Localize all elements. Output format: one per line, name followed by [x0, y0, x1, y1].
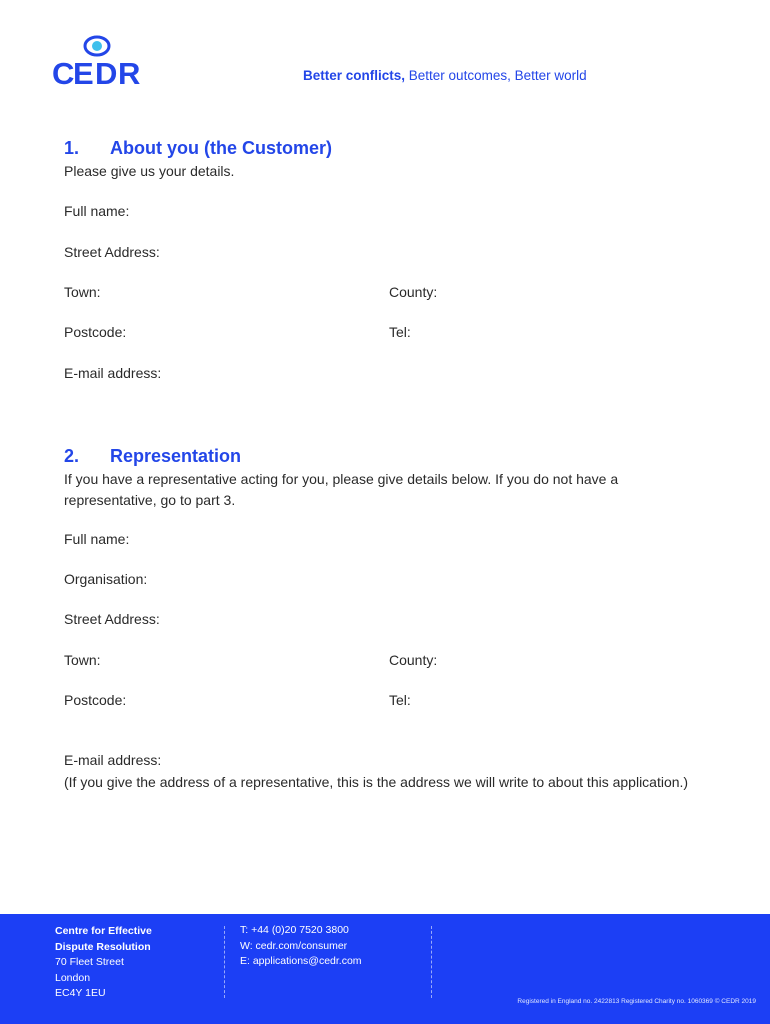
- section2-intro: If you have a representative acting for you, please give details below. If you do not have a representative, go to part 3.: [64, 471, 619, 508]
- footer-contact: [240, 923, 362, 970]
- rep-county-label: County:: [389, 652, 438, 668]
- rep-town-label: Town:: [64, 652, 101, 668]
- svg-text:C: C: [52, 56, 75, 90]
- customer-postcode-label: Postcode:: [64, 324, 127, 340]
- cedr-logo: [52, 34, 148, 90]
- rep-postcode-label: Postcode:: [64, 692, 127, 708]
- customer-email-label: E-mail address:: [64, 365, 162, 381]
- footer-divider-2: [431, 926, 432, 998]
- footer-address-city: London: [55, 971, 91, 984]
- section1-intro: Please give us your details.: [64, 163, 235, 179]
- rep-street-address-label: Street Address:: [64, 611, 160, 627]
- footer-divider-1: [224, 926, 225, 998]
- svg-text:R: R: [118, 56, 141, 90]
- rep-full-name-label: Full name:: [64, 531, 130, 547]
- section2-number: 2.: [64, 446, 80, 466]
- footer-org-line2: Dispute Resolution: [55, 940, 151, 953]
- tagline: [303, 68, 587, 83]
- customer-street-address-label: Street Address:: [64, 244, 160, 260]
- footer-address-street: 70 Fleet Street: [55, 956, 124, 968]
- footer-email-link[interactable]: E: applications@cedr.com: [240, 955, 362, 967]
- section1-title: About you (the Customer): [110, 138, 332, 158]
- tagline-part-2: Better outcomes,: [405, 68, 511, 83]
- rep-email-label: E-mail address:: [64, 752, 162, 768]
- customer-full-name-label: Full name:: [64, 203, 130, 219]
- footer-registration: Registered in England no. 2422813 Registered Charity no. 1060369 © CEDR 2019: [517, 998, 756, 1005]
- rep-tel-label: Tel:: [389, 692, 411, 708]
- rep-address-note: (If you give the address of a representative, this is the address we will write to about this application.): [64, 774, 689, 790]
- footer-address-postcode: EC4Y 1EU: [55, 987, 106, 999]
- section1-number: 1.: [64, 138, 80, 158]
- footer-phone[interactable]: T: +44 (0)20 7520 3800: [240, 924, 349, 936]
- tagline-part-1: Better conflicts,: [303, 68, 406, 83]
- section2-title: Representation: [110, 446, 242, 466]
- customer-county-label: County:: [389, 284, 438, 300]
- svg-text:E: E: [73, 56, 94, 90]
- svg-text:D: D: [95, 56, 118, 90]
- footer-org-line1: Centre for Effective: [55, 925, 152, 937]
- rep-organisation-label: Organisation:: [64, 571, 148, 587]
- footer: [0, 914, 770, 1024]
- customer-town-label: Town:: [64, 284, 101, 300]
- footer-organisation: [55, 924, 152, 1002]
- customer-tel-label: Tel:: [389, 324, 411, 340]
- footer-web-link[interactable]: W: cedr.com/consumer: [240, 939, 348, 952]
- tagline-part-3: Better world: [510, 68, 587, 83]
